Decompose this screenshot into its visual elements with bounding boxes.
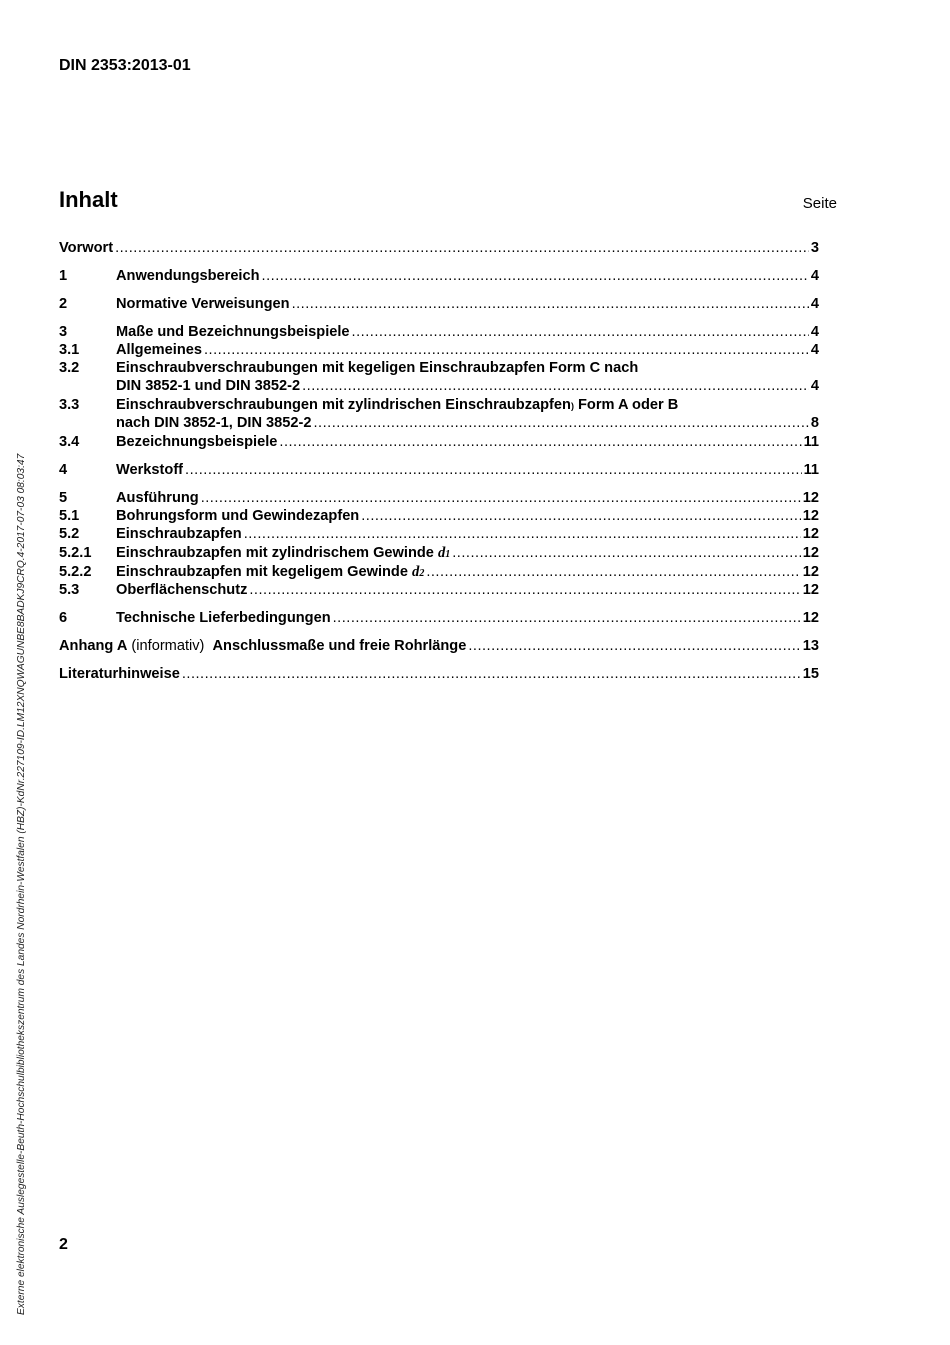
toc-page: 11 (803, 462, 819, 478)
toc-entry[interactable] (59, 581, 819, 599)
toc-title: Ausführung (116, 490, 199, 506)
toc-entry[interactable] (59, 637, 819, 655)
toc-title: Bezeichnungsbeispiele (116, 434, 278, 450)
toc-title: Form A oder B (573, 397, 679, 413)
dot-leader (262, 267, 809, 285)
toc-title: Literaturhinweise (59, 666, 180, 682)
page-column-label: Seite (802, 195, 837, 212)
toc-title: Maße und Bezeichnungsbeispiele (116, 324, 350, 340)
toc-page: 12 (802, 582, 819, 598)
toc-title: nach DIN 3852-1, DIN 3852-2 (116, 415, 312, 431)
dot-leader (115, 239, 809, 257)
toc-title: Oberflächenschutz (116, 582, 248, 598)
toc-title: Normative Verweisungen (116, 296, 290, 312)
toc-title: DIN 3852-1 und DIN 3852-2 (116, 378, 301, 394)
toc-annex-type: (informativ) (127, 638, 213, 654)
toc-entry[interactable] (59, 609, 819, 627)
toc-entry-continued[interactable] (59, 377, 819, 395)
toc-title: Anwendungsbereich (116, 268, 260, 284)
toc-page: 3 (810, 240, 819, 256)
dot-leader (361, 507, 801, 525)
toc-page: 15 (802, 666, 819, 682)
toc-entry[interactable] (59, 489, 819, 507)
dot-leader (313, 414, 808, 432)
toc-entry[interactable] (59, 665, 819, 683)
toc-number: 1 (59, 268, 68, 284)
toc-title: Einschraubzapfen (116, 526, 242, 542)
toc-number: 5.2 (59, 526, 80, 542)
toc-page: 4 (810, 296, 819, 312)
dot-leader (244, 525, 801, 543)
dot-leader (333, 609, 801, 627)
page-number: 2 (59, 1236, 68, 1253)
toc-entry[interactable] (59, 507, 819, 525)
toc-title: Einschraubverschraubungen mit zylindrischen Einschraubzapfen (116, 397, 571, 413)
toc-page: 12 (802, 508, 819, 524)
toc-number: 5.1 (59, 508, 80, 524)
toc-entry[interactable] (59, 359, 819, 377)
toc-title: Einschraubverschraubungen mit kegeligen Einschraubzapfen Form C nach (116, 360, 639, 376)
toc-title: Einschraubzapfen mit zylindrischem Gewinde (116, 545, 438, 561)
dot-leader (452, 544, 801, 562)
toc-page: 12 (802, 490, 819, 506)
toc-entry[interactable] (59, 323, 819, 341)
toc-number: 3.3 (59, 397, 80, 413)
toc-page: 4 (810, 324, 819, 340)
toc-page: 12 (802, 610, 819, 626)
toc-number: 3 (59, 324, 68, 340)
toc-entry[interactable] (59, 544, 819, 564)
toc-number: 5.2.2 (59, 564, 92, 580)
toc-entry[interactable] (59, 295, 819, 313)
toc-entry-continued[interactable] (59, 414, 819, 432)
toc-number: 5 (59, 490, 68, 506)
toc-page: 4 (810, 378, 819, 394)
toc-number: 4 (59, 462, 68, 478)
toc-entry[interactable] (59, 461, 819, 479)
toc-entry[interactable] (59, 563, 819, 583)
toc-page: 13 (802, 638, 819, 654)
toc-number: 5.3 (59, 582, 80, 598)
variable: d (437, 545, 446, 561)
toc-number: 6 (59, 610, 68, 626)
variable: d (412, 564, 420, 580)
watermark-text: Externe elektronische Auslegestelle-Beuth-Hochschulbibliothekszentrum des Landes Nordrhein-Westfalen (HBZ)-KdNr.227109-ID.LM12XNQWAGUNBE8BADKJ9CRQ.4-2017-07-03 08:03:47 (16, 453, 27, 1315)
toc-title: Einschraubzapfen mit kegeligem Gewinde (116, 564, 413, 580)
dot-leader (352, 323, 809, 341)
toc-page: 12 (802, 545, 819, 561)
toc-number: 5.2.1 (59, 545, 92, 561)
page-title: Inhalt (59, 187, 118, 212)
toc-entry[interactable] (59, 525, 819, 543)
dot-leader (182, 665, 801, 683)
variable-subscript: 1 (445, 549, 451, 560)
dot-leader (185, 461, 802, 479)
toc-page: 11 (803, 434, 819, 450)
toc-entry[interactable] (59, 267, 819, 285)
toc-number: 3.1 (59, 342, 80, 358)
variable-subscript: 2 (419, 568, 425, 579)
toc-page: 8 (810, 415, 819, 431)
toc-number: 2 (59, 296, 68, 312)
document-header: DIN 2353:2013-01 (59, 57, 191, 74)
dot-leader (292, 295, 809, 313)
toc-entry[interactable] (59, 433, 819, 451)
toc-title: Vorwort (59, 240, 114, 256)
toc-page: 12 (802, 564, 819, 580)
toc-page: 4 (810, 342, 819, 358)
toc-title: Technische Lieferbedingungen (116, 610, 331, 626)
toc-page: 4 (810, 268, 819, 284)
toc-title: Werkstoff (116, 462, 184, 478)
toc-number: 3.4 (59, 434, 80, 450)
dot-leader (249, 581, 800, 599)
dot-leader (204, 341, 809, 359)
dot-leader (279, 433, 801, 451)
dot-leader (468, 637, 800, 655)
toc-title: Bohrungsform und Gewindezapfen (116, 508, 360, 524)
toc-title: Allgemeines (116, 342, 202, 358)
dot-leader (426, 563, 800, 581)
dot-leader (302, 377, 809, 395)
toc-entry[interactable] (59, 341, 819, 359)
toc-entry[interactable] (59, 396, 819, 415)
toc-title: Anschlussmaße und freie Rohrlänge (212, 638, 467, 654)
toc-page: 12 (802, 526, 819, 542)
dot-leader (201, 489, 801, 507)
footnote-mark: ) (570, 401, 574, 411)
toc-entry[interactable] (59, 239, 819, 257)
toc-title: Anhang A (59, 638, 128, 654)
toc-number: 3.2 (59, 360, 80, 376)
